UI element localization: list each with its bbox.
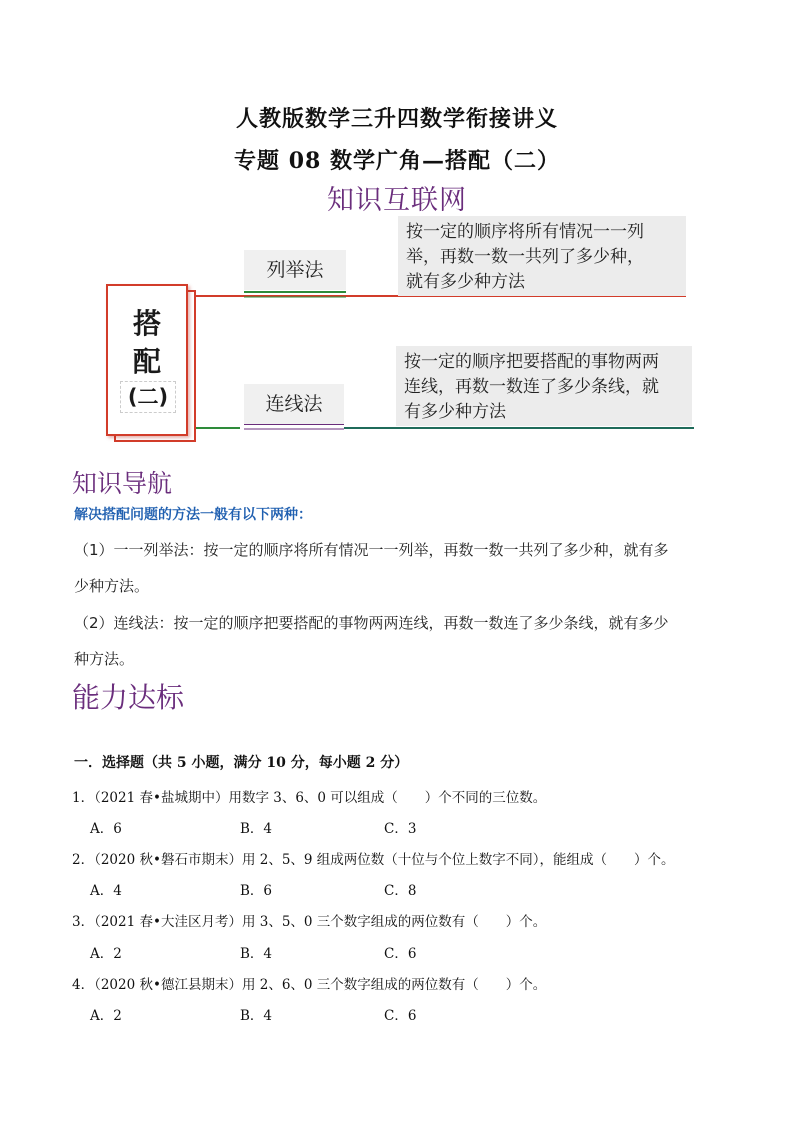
desc-line: 按一定的顺序把要搭配的事物两两	[404, 352, 659, 372]
question-1-option-c: C．3	[384, 821, 417, 837]
question-1: 1．（2021 春•盐城期中）用数字 3、6、0 可以组成（ ）个不同的三位数。	[72, 790, 547, 806]
question-4-option-b: B．4	[240, 1008, 273, 1024]
question-3-option-a: A．2	[90, 946, 122, 962]
desc-line: 连线，再数一数连了多少条线，就	[404, 377, 659, 397]
method-paragraph-2	[74, 605, 724, 677]
method-desc-line-connection	[396, 346, 692, 426]
question-3-option-b: B．4	[240, 946, 273, 962]
question-4-option-a: A．2	[90, 1008, 122, 1024]
method-desc-enumeration	[398, 216, 686, 296]
question-1-option-b: B．4	[240, 821, 273, 837]
method-paragraph-1	[74, 532, 724, 604]
question-4: 4．（2020 秋•德江县期末）用 2、6、0 三个数字组成的两位数有（ ）个。	[72, 977, 547, 993]
question-2-option-c: C．8	[384, 883, 417, 899]
desc-line: 举，再数一数一共列了多少种，	[406, 247, 644, 267]
navigation-subheading: 解决搭配问题的方法一般有以下两种：	[74, 507, 312, 523]
paragraph-line: （2）连线法：按一定的顺序把要搭配的事物两两连线，再数一数连了多少条线，就有多少	[74, 614, 669, 632]
ability-heading: 能力达标	[72, 681, 185, 714]
question-2-option-b: B．6	[240, 883, 273, 899]
paragraph-line: （1）一一列举法：按一定的顺序将所有情况一一列举，再数一数一共列了多少种，就有多	[74, 541, 669, 559]
center-char-1: 搭	[132, 307, 161, 340]
knowledge-net-diagram	[0, 210, 794, 450]
desc-line: 按一定的顺序将所有情况一一列	[406, 222, 644, 242]
desc-line: 就有多少种方法	[406, 272, 525, 292]
paragraph-line: 种方法。	[74, 650, 135, 668]
document-subtitle: 专题 08 数学广角—搭配（二）	[234, 148, 560, 174]
desc-line: 有多少种方法	[404, 402, 506, 422]
question-2-option-a: A．4	[90, 883, 122, 899]
document-title: 人教版数学三升四数学衔接讲义	[235, 106, 558, 132]
question-3-option-c: C．6	[384, 946, 417, 962]
center-paren: (二)	[120, 381, 176, 413]
center-char-2: 配	[132, 345, 161, 378]
question-4-option-c: C．6	[384, 1008, 417, 1024]
method-label-line-connection: 连线法	[244, 384, 344, 424]
knowledge-net-heading: 知识互联网	[327, 185, 467, 216]
question-3: 3．（2021 春•大洼区月考）用 3、5、0 三个数字组成的两位数有（ ）个。	[72, 914, 547, 930]
paragraph-line: 少种方法。	[74, 577, 150, 595]
question-1-option-a: A．6	[90, 821, 122, 837]
knowledge-navigation-heading: 知识导航	[72, 469, 173, 498]
method-label-enumeration: 列举法	[244, 250, 346, 290]
question-2: 2．（2020 秋•磐石市期末）用 2、5、9 组成两位数（十位与个位上数字不同），能组成（ ）个。	[72, 852, 675, 868]
choice-section-title: 一．选择题（共 5 小题，满分 10 分，每小题 2 分）	[74, 755, 409, 771]
